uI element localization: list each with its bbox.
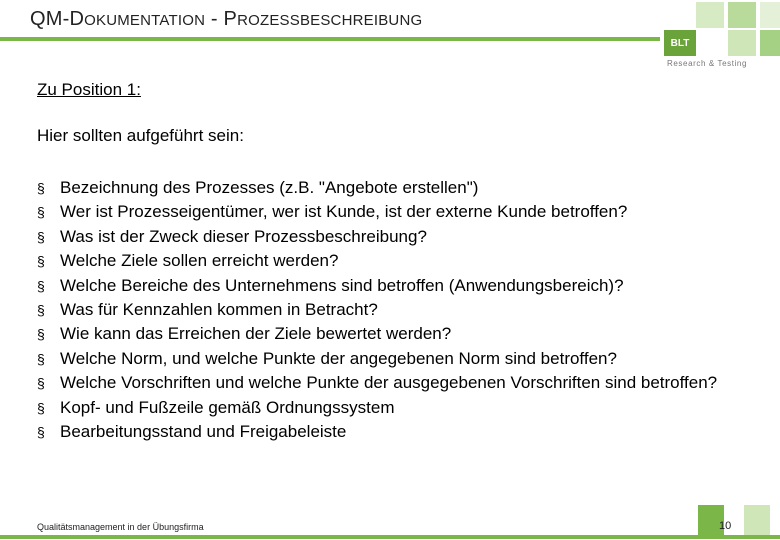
logo-tile — [728, 2, 756, 28]
header-rule — [0, 37, 660, 41]
list-item-text: Wie kann das Erreichen der Ziele bewertet werden? — [60, 324, 452, 344]
bullet-icon: § — [37, 350, 45, 367]
list-item — [37, 249, 757, 273]
list-item-text: Wer ist Prozesseigentümer, wer ist Kunde, ist der externe Kunde betroffen? — [60, 202, 628, 222]
bullet-icon: § — [37, 253, 45, 270]
title-separator: - P — [205, 8, 238, 30]
logo-tile — [728, 30, 756, 56]
list-item-text: Bearbeitungsstand und Freigabeleiste — [60, 422, 347, 442]
footer-accent-block — [744, 505, 770, 535]
list-item — [37, 176, 757, 200]
logo-tagline: Research & Testing — [667, 59, 748, 68]
list-item-text: Welche Ziele sollen erreicht werden? — [60, 251, 339, 271]
bullet-icon: § — [37, 277, 45, 294]
list-item-text: Was ist der Zweck dieser Prozessbeschreibung? — [60, 226, 427, 246]
bullet-icon: § — [37, 424, 45, 441]
list-item — [37, 420, 757, 444]
bullet-icon: § — [37, 375, 45, 392]
bullet-icon: § — [37, 204, 45, 221]
list-item — [37, 371, 757, 395]
list-item-text: Welche Bereiche des Unternehmens sind betroffen (Anwendungsbereich)? — [60, 275, 624, 295]
title-proc-rest: ROZESSBESCHREIBUNG — [237, 12, 423, 29]
subheading: Zu Position 1: — [37, 80, 141, 99]
footer-rule — [0, 535, 780, 539]
page-number: 10 — [719, 520, 732, 532]
intro-text: Hier sollten aufgeführt sein: — [37, 126, 244, 145]
bullet-icon: § — [37, 228, 45, 245]
list-item — [37, 298, 757, 322]
list-item-text: Bezeichnung des Prozesses (z.B. "Angebote erstellen") — [60, 178, 479, 197]
blt-logo: BLT — [664, 30, 696, 56]
list-item-text: Welche Norm, und welche Punkte der angegebenen Norm sind betroffen? — [60, 348, 617, 368]
list-item — [37, 200, 757, 224]
list-item — [37, 225, 757, 249]
list-item — [37, 347, 757, 371]
logo-tile — [696, 2, 724, 28]
list-item-text: Welche Vorschriften und welche Punkte der ausgegebenen Vorschriften sind betroffen? — [60, 373, 718, 393]
footer-text: Qualitätsmanagement in der Übungsfirma — [37, 522, 204, 532]
list-item — [37, 322, 757, 346]
list-item — [37, 274, 757, 298]
requirements-list — [37, 176, 757, 444]
list-item-text: Was für Kennzahlen kommen in Betracht? — [60, 300, 378, 320]
list-item-text: Kopf- und Fußzeile gemäß Ordnungssystem — [60, 397, 395, 417]
bullet-icon: § — [37, 180, 45, 196]
bullet-icon: § — [37, 399, 45, 416]
logo-tile — [760, 30, 780, 56]
bullet-icon: § — [37, 302, 45, 319]
list-item — [37, 396, 757, 420]
title-qm: QM-D — [30, 8, 85, 30]
title-qm-rest: OKUMENTATION — [84, 12, 206, 29]
page-title — [30, 8, 422, 31]
bullet-icon: § — [37, 326, 45, 343]
logo-tile — [760, 2, 780, 28]
